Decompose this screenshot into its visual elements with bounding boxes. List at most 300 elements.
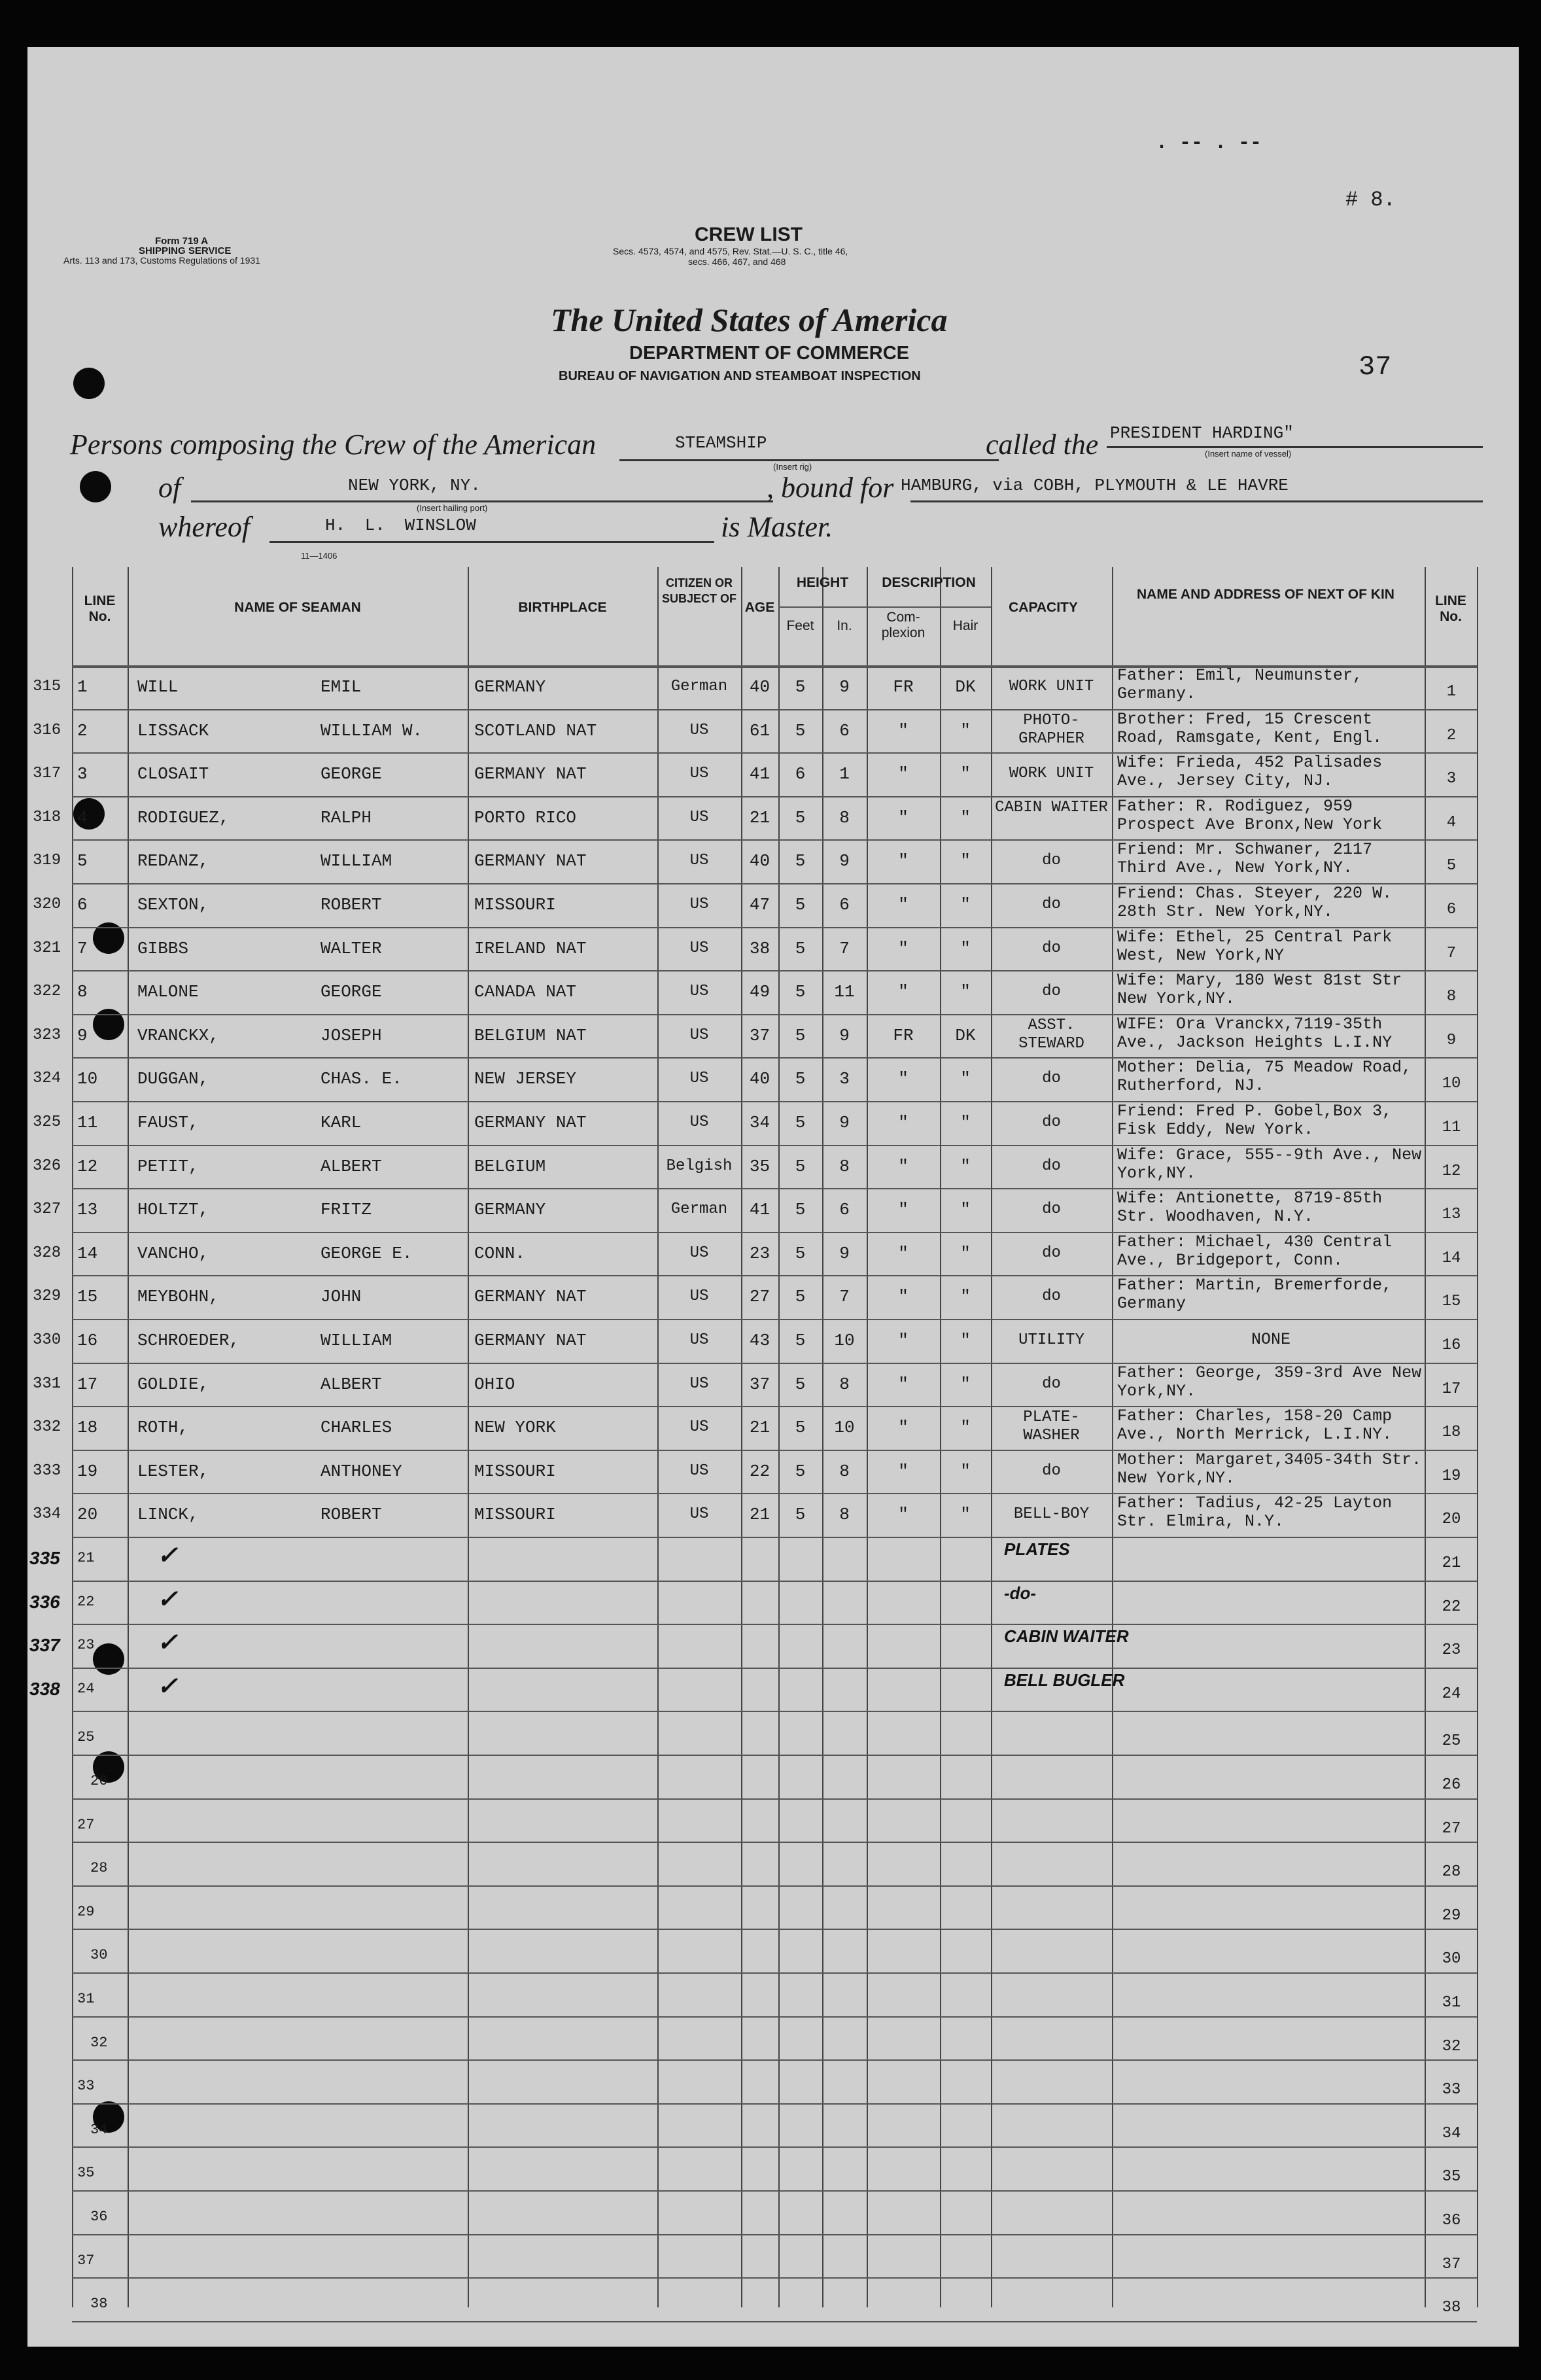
form-code: 11—1406 — [301, 551, 338, 561]
seaman-given-name: WALTER — [320, 938, 382, 958]
column-rule — [1477, 567, 1478, 2307]
hair: " — [960, 1156, 971, 1176]
line-number-right: 24 — [1442, 1685, 1461, 1703]
age: 40 — [749, 677, 770, 697]
line-number-right: 1 — [1446, 683, 1457, 701]
department-heading: DEPARTMENT OF COMMERCE — [629, 343, 910, 364]
port-fill-line — [191, 500, 773, 502]
col-height: HEIGHT — [796, 575, 849, 590]
height-inches: 6 — [839, 895, 850, 915]
hair: " — [960, 1243, 971, 1263]
age: 21 — [749, 1505, 770, 1525]
line-number-right: 8 — [1446, 988, 1457, 1006]
complexion: " — [898, 1374, 909, 1394]
col-birthplace: BIRTHPLACE — [518, 600, 607, 615]
line-ref: 330 — [33, 1331, 61, 1349]
height-feet: 5 — [795, 851, 806, 871]
height-inches: 8 — [839, 1505, 850, 1525]
line-number-right: 19 — [1442, 1467, 1461, 1485]
row-rule — [72, 1798, 1477, 1800]
seaman-surname: HOLTZT, — [137, 1200, 209, 1220]
age: 23 — [749, 1243, 770, 1263]
capacity: PHOTO- GRAPHER — [1018, 711, 1084, 748]
line-number: 30 — [90, 1947, 108, 1964]
complexion: " — [898, 851, 909, 871]
seaman-surname: WILL — [137, 677, 179, 697]
age: 22 — [749, 1461, 770, 1481]
complexion: " — [898, 720, 909, 741]
col-hair: Hair — [952, 618, 978, 633]
age: 41 — [749, 1200, 770, 1220]
complexion: " — [898, 1287, 909, 1307]
height-feet: 5 — [795, 1243, 806, 1263]
age: 40 — [749, 851, 770, 871]
complexion: " — [898, 1200, 909, 1220]
seaman-surname: MALONE — [137, 982, 199, 1002]
citizenship: US — [689, 983, 709, 1001]
height-inches: 10 — [834, 1418, 855, 1438]
height-feet: 5 — [795, 938, 806, 958]
header-sub-rule — [867, 606, 991, 608]
next-of-kin: Mother: Delia, 75 Meadow Road, Rutherford, NJ. — [1117, 1059, 1412, 1096]
capacity: WORK UNIT — [1009, 765, 1094, 783]
hair: " — [960, 764, 971, 784]
whereof-label: whereof — [158, 511, 251, 543]
line-ref: 323 — [33, 1026, 61, 1044]
line-ref: 315 — [33, 678, 61, 695]
next-of-kin: Father: Tadius, 42-25 Layton Str. Elmira, N.Y. — [1117, 1494, 1393, 1531]
seaman-surname: GIBBS — [137, 938, 189, 958]
handwritten-capacity: -do- — [1004, 1583, 1037, 1603]
line-number-right: 28 — [1442, 1863, 1461, 1881]
age: 37 — [749, 1374, 770, 1394]
row-rule — [72, 1842, 1477, 1843]
line-number-right: 26 — [1442, 1776, 1461, 1794]
birthplace: GERMANY NAT — [474, 1113, 587, 1132]
col-age: AGE — [744, 600, 775, 615]
line-number: 34 — [90, 2121, 108, 2138]
line-number: 22 — [77, 1593, 95, 1610]
hair: " — [960, 807, 971, 828]
citizenship: US — [689, 1418, 709, 1437]
nation-heading: The United States of America — [551, 302, 948, 338]
line-number: 15 — [77, 1287, 98, 1307]
hair: " — [960, 1461, 971, 1481]
capacity: UTILITY — [1018, 1331, 1084, 1349]
form-regs: Arts. 113 and 173, Customs Regulations of 1931 — [63, 255, 260, 266]
check-mark: ✓ — [157, 1633, 178, 1653]
punch-hole — [80, 471, 111, 502]
next-of-kin: Father: George, 359-3rd Ave New York,NY. — [1117, 1363, 1422, 1401]
form-service: SHIPPING SERVICE — [139, 245, 232, 256]
line-ref: 328 — [33, 1244, 61, 1262]
complexion: " — [898, 1461, 909, 1481]
document-title: CREW LIST — [695, 224, 803, 245]
seaman-surname: GOLDIE, — [137, 1374, 209, 1394]
seaman-given-name: ALBERT — [320, 1156, 382, 1176]
age: 37 — [749, 1025, 770, 1045]
complexion: " — [898, 1418, 909, 1438]
row-rule — [72, 2103, 1477, 2105]
handwritten-capacity: BELL BUGLER — [1004, 1670, 1125, 1690]
form-number: Form 719 A — [155, 236, 209, 247]
line-number: 25 — [77, 1729, 95, 1746]
capacity: do — [1042, 1461, 1061, 1480]
capacity: do — [1042, 1244, 1061, 1262]
birthplace: SCOTLAND NAT — [474, 720, 597, 741]
hair: " — [960, 1505, 971, 1525]
row-rule — [72, 2321, 1477, 2322]
line-number-right: 3 — [1446, 770, 1457, 788]
page-number: 37 — [1359, 351, 1392, 383]
age: 27 — [749, 1287, 770, 1307]
seaman-surname: MEYBOHN, — [137, 1287, 219, 1307]
vessel-fill-line — [1107, 446, 1483, 448]
check-mark: ✓ — [157, 1589, 178, 1609]
height-inches: 8 — [839, 1374, 850, 1394]
row-rule — [72, 1885, 1477, 1887]
age: 49 — [749, 982, 770, 1002]
line-number-right: 4 — [1446, 813, 1457, 831]
capacity: BELL-BOY — [1013, 1505, 1090, 1524]
line-number-right: 18 — [1442, 1424, 1461, 1442]
citizenship: US — [689, 721, 709, 739]
statute-reference-2: secs. 466, 467, and 468 — [688, 256, 786, 267]
seaman-given-name: WILLIAM — [320, 1331, 392, 1350]
line-number: 14 — [77, 1243, 98, 1263]
line-number-right: 17 — [1442, 1380, 1461, 1398]
height-inches: 7 — [839, 1287, 850, 1307]
height-feet: 5 — [795, 1461, 806, 1481]
age: 34 — [749, 1113, 770, 1132]
height-feet: 5 — [795, 1113, 806, 1132]
statute-reference: Secs. 4573, 4574, and 4575, Rev. Stat.—U. S. C., title 46, — [613, 246, 848, 256]
line-number-right: 14 — [1442, 1249, 1461, 1267]
line-number-right: 35 — [1442, 2168, 1461, 2186]
age: 38 — [749, 938, 770, 958]
birthplace: BELGIUM NAT — [474, 1025, 587, 1045]
seaman-given-name: ROBERT — [320, 895, 382, 915]
line-ref: 329 — [33, 1287, 61, 1306]
col-name: NAME OF SEAMAN — [234, 600, 361, 615]
next-of-kin: NONE — [1251, 1331, 1290, 1349]
citizenship: US — [689, 1461, 709, 1480]
complexion: " — [898, 1113, 909, 1132]
citizenship: US — [689, 1505, 709, 1524]
capacity: do — [1042, 983, 1061, 1001]
seaman-surname: VANCHO, — [137, 1243, 209, 1263]
birthplace: GERMANY NAT — [474, 764, 587, 784]
line-number-right: 30 — [1442, 1950, 1461, 1969]
handwritten-line-ref: 335 — [29, 1549, 60, 1568]
handwritten-capacity: CABIN WAITER — [1004, 1626, 1129, 1647]
col-line-no-right: LINE No. — [1435, 593, 1466, 624]
citizenship: US — [689, 1244, 709, 1262]
handwritten-line-ref: 337 — [29, 1636, 60, 1656]
line-number: 32 — [90, 2034, 108, 2051]
row-rule — [72, 1624, 1477, 1625]
handwritten-capacity: PLATES — [1004, 1539, 1070, 1559]
line-number: 16 — [77, 1331, 98, 1350]
line-number: 10 — [77, 1069, 98, 1089]
birthplace: PORTO RICO — [474, 807, 577, 828]
of-label: of — [158, 472, 181, 504]
check-mark: ✓ — [157, 1676, 178, 1696]
birthplace: MISSOURI — [474, 1461, 556, 1481]
height-inches: 6 — [839, 720, 850, 741]
height-feet: 5 — [795, 1374, 806, 1394]
citizenship: US — [689, 808, 709, 826]
complexion: FR — [893, 1025, 914, 1045]
line-ref: 331 — [33, 1374, 61, 1393]
seaman-given-name: ROBERT — [320, 1505, 382, 1525]
top-ink-marks: . -- . -- — [1156, 132, 1262, 154]
seaman-given-name: ANTHONEY — [320, 1461, 402, 1481]
crew-table — [29, 567, 1477, 2317]
vessel-value: PRESIDENT HARDING" — [1110, 423, 1294, 443]
line-number: 9 — [77, 1025, 88, 1045]
seaman-given-name: WILLIAM W. — [320, 720, 423, 741]
hair: DK — [955, 677, 976, 697]
master-fill-line — [269, 541, 714, 543]
age: 47 — [749, 895, 770, 915]
seaman-given-name: RALPH — [320, 807, 372, 828]
birthplace: CONN. — [474, 1243, 526, 1263]
birthplace: IRELAND NAT — [474, 938, 587, 958]
row-rule — [72, 2190, 1477, 2192]
height-feet: 5 — [795, 720, 806, 741]
capacity: do — [1042, 1200, 1061, 1219]
line-number: 6 — [77, 895, 88, 915]
line-ref: 320 — [33, 896, 61, 913]
complexion: " — [898, 1156, 909, 1176]
persons-label: Persons composing the Crew of the American — [70, 429, 597, 461]
age: 35 — [749, 1156, 770, 1176]
row-rule — [72, 2146, 1477, 2148]
line-ref: 325 — [33, 1113, 61, 1131]
height-inches: 9 — [839, 851, 850, 871]
line-number-right: 37 — [1442, 2255, 1461, 2273]
check-mark: ✓ — [157, 1546, 178, 1566]
citizenship: US — [689, 1113, 709, 1131]
line-number: 5 — [77, 851, 88, 871]
birthplace: NEW JERSEY — [474, 1069, 577, 1089]
citizenship: US — [689, 1070, 709, 1088]
height-inches: 7 — [839, 938, 850, 958]
header-sub-rule — [778, 606, 867, 608]
row-rule — [72, 1929, 1477, 1930]
seaman-surname: SEXTON, — [137, 895, 209, 915]
complexion: " — [898, 1331, 909, 1350]
height-inches: 9 — [839, 1243, 850, 1263]
line-number: 17 — [77, 1374, 98, 1394]
height-feet: 5 — [795, 895, 806, 915]
birthplace: GERMANY — [474, 1200, 546, 1220]
height-inches: 3 — [839, 1069, 850, 1089]
called-label: called the — [986, 429, 1099, 461]
line-number: 19 — [77, 1461, 98, 1481]
birthplace: GERMANY NAT — [474, 1331, 587, 1350]
complexion: " — [898, 1243, 909, 1263]
citizenship: US — [689, 896, 709, 913]
line-number: 18 — [77, 1418, 98, 1438]
row-rule — [72, 2016, 1477, 2018]
complexion: " — [898, 938, 909, 958]
col-feet: Feet — [786, 618, 814, 633]
rig-value: STEAMSHIP — [675, 433, 767, 453]
seaman-given-name: GEORGE E. — [320, 1243, 413, 1263]
capacity: WORK UNIT — [1009, 678, 1094, 695]
line-ref: 317 — [33, 765, 61, 783]
bound-value: HAMBURG, via COBH, PLYMOUTH & LE HAVRE — [901, 476, 1289, 495]
line-number-right: 15 — [1442, 1293, 1461, 1311]
col-description: DESCRIPTION — [882, 575, 976, 590]
height-inches: 8 — [839, 1461, 850, 1481]
line-number-right: 20 — [1442, 1511, 1461, 1529]
complexion: FR — [893, 677, 914, 697]
height-feet: 5 — [795, 1418, 806, 1438]
seaman-given-name: WILLIAM — [320, 851, 392, 871]
birthplace: NEW YORK — [474, 1418, 556, 1438]
height-inches: 10 — [834, 1331, 855, 1350]
birthplace: GERMANY — [474, 677, 546, 697]
seaman-surname: REDANZ, — [137, 851, 209, 871]
col-complexion: Com- plexion — [881, 610, 926, 640]
complexion: " — [898, 1505, 909, 1525]
seaman-given-name: GEORGE — [320, 982, 382, 1002]
citizenship: US — [689, 939, 709, 957]
line-number: 12 — [77, 1156, 98, 1176]
line-number-right: 7 — [1446, 944, 1457, 962]
next-of-kin: Father: Charles, 158-20 Camp Ave., North Merrick, L.I.NY. — [1117, 1407, 1393, 1444]
line-number: 2 — [77, 720, 88, 741]
height-feet: 5 — [795, 982, 806, 1002]
line-number: 35 — [77, 2165, 95, 2182]
complexion: " — [898, 895, 909, 915]
handwritten-line-ref: 336 — [29, 1592, 60, 1612]
column-rule — [468, 567, 469, 2307]
birthplace: MISSOURI — [474, 1505, 556, 1525]
next-of-kin: Father: Martin, Bremerforde, Germany — [1117, 1276, 1393, 1314]
line-number: 26 — [90, 1773, 108, 1789]
line-number: 38 — [90, 2296, 108, 2313]
capacity: do — [1042, 852, 1061, 870]
line-number-right: 10 — [1442, 1075, 1461, 1093]
line-number: 23 — [77, 1637, 95, 1654]
line-number-right: 2 — [1446, 726, 1457, 744]
line-number: 33 — [77, 2078, 95, 2095]
line-ref: 316 — [33, 721, 61, 739]
height-inches: 9 — [839, 1025, 850, 1045]
seaman-surname: LISSACK — [137, 720, 209, 741]
citizenship: German — [670, 678, 728, 695]
row-rule — [72, 2277, 1477, 2279]
next-of-kin: Father: Emil, Neumunster, Germany. — [1117, 667, 1363, 703]
height-inches: 9 — [839, 1113, 850, 1132]
punch-hole — [73, 368, 105, 399]
citizenship: US — [689, 765, 709, 783]
hair: " — [960, 1069, 971, 1089]
birthplace: GERMANY NAT — [474, 1287, 587, 1307]
next-of-kin: Friend: Mr. Schwaner, 2117 Third Ave., New York,NY. — [1117, 841, 1373, 878]
line-number-right: 36 — [1442, 2212, 1461, 2230]
seaman-given-name: JOSEPH — [320, 1025, 382, 1045]
capacity: CABIN WAITER — [995, 798, 1108, 816]
line-ref: 326 — [33, 1157, 61, 1175]
bound-fill-line — [910, 500, 1483, 502]
capacity: ASST. STEWARD — [1018, 1016, 1084, 1053]
height-inches: 11 — [834, 982, 855, 1002]
hair: " — [960, 1418, 971, 1438]
line-number-right: 23 — [1442, 1641, 1461, 1660]
line-ref: 324 — [33, 1070, 61, 1088]
line-number-right: 29 — [1442, 1906, 1461, 1925]
seaman-surname: FAUST, — [137, 1113, 199, 1132]
line-number: 13 — [77, 1200, 98, 1220]
line-number: 1 — [77, 677, 88, 697]
column-rule — [1112, 567, 1113, 2307]
vessel-hint: (Insert name of vessel) — [1205, 449, 1292, 459]
line-number-right: 13 — [1442, 1206, 1461, 1224]
rig-hint: (Insert rig) — [773, 462, 812, 472]
capacity: do — [1042, 1070, 1061, 1088]
citizenship: US — [689, 1026, 709, 1044]
line-number-right: 25 — [1442, 1732, 1461, 1751]
hair: " — [960, 982, 971, 1002]
height-feet: 5 — [795, 1200, 806, 1220]
row-rule — [72, 1972, 1477, 1974]
row-rule — [72, 1668, 1477, 1669]
line-ref: 318 — [33, 808, 61, 826]
line-number: 36 — [90, 2209, 108, 2225]
capacity: do — [1042, 1287, 1061, 1306]
seaman-surname: LINCK, — [137, 1505, 199, 1525]
hair: " — [960, 938, 971, 958]
row-rule — [72, 1755, 1477, 1756]
capacity: PLATE- WASHER — [1023, 1409, 1080, 1445]
line-ref: 333 — [33, 1461, 61, 1480]
height-inches: 8 — [839, 807, 850, 828]
citizenship: US — [689, 1374, 709, 1393]
line-number: 3 — [77, 764, 88, 784]
seaman-given-name: CHAS. E. — [320, 1069, 402, 1089]
crew-list-document — [27, 47, 1519, 2347]
birthplace: MISSOURI — [474, 895, 556, 915]
row-rule — [72, 2234, 1477, 2235]
column-rule — [72, 567, 73, 2307]
height-inches: 8 — [839, 1156, 850, 1176]
seaman-given-name: KARL — [320, 1113, 362, 1132]
hair: " — [960, 1374, 971, 1394]
capacity: do — [1042, 939, 1061, 957]
hair: " — [960, 720, 971, 741]
line-ref: 322 — [33, 983, 61, 1001]
birthplace: OHIO — [474, 1374, 515, 1394]
row-rule — [72, 1537, 1477, 1538]
bound-label: , bound for — [767, 472, 894, 504]
age: 61 — [749, 720, 770, 741]
citizenship: US — [689, 1287, 709, 1306]
age: 40 — [749, 1069, 770, 1089]
seaman-surname: ROTH, — [137, 1418, 189, 1438]
seaman-given-name: EMIL — [320, 677, 362, 697]
row-rule — [72, 2059, 1477, 2061]
line-number: 4 — [77, 807, 88, 828]
height-feet: 5 — [795, 1287, 806, 1307]
birthplace: BELGIUM — [474, 1156, 546, 1176]
line-number-right: 33 — [1442, 2081, 1461, 2099]
capacity: do — [1042, 896, 1061, 913]
